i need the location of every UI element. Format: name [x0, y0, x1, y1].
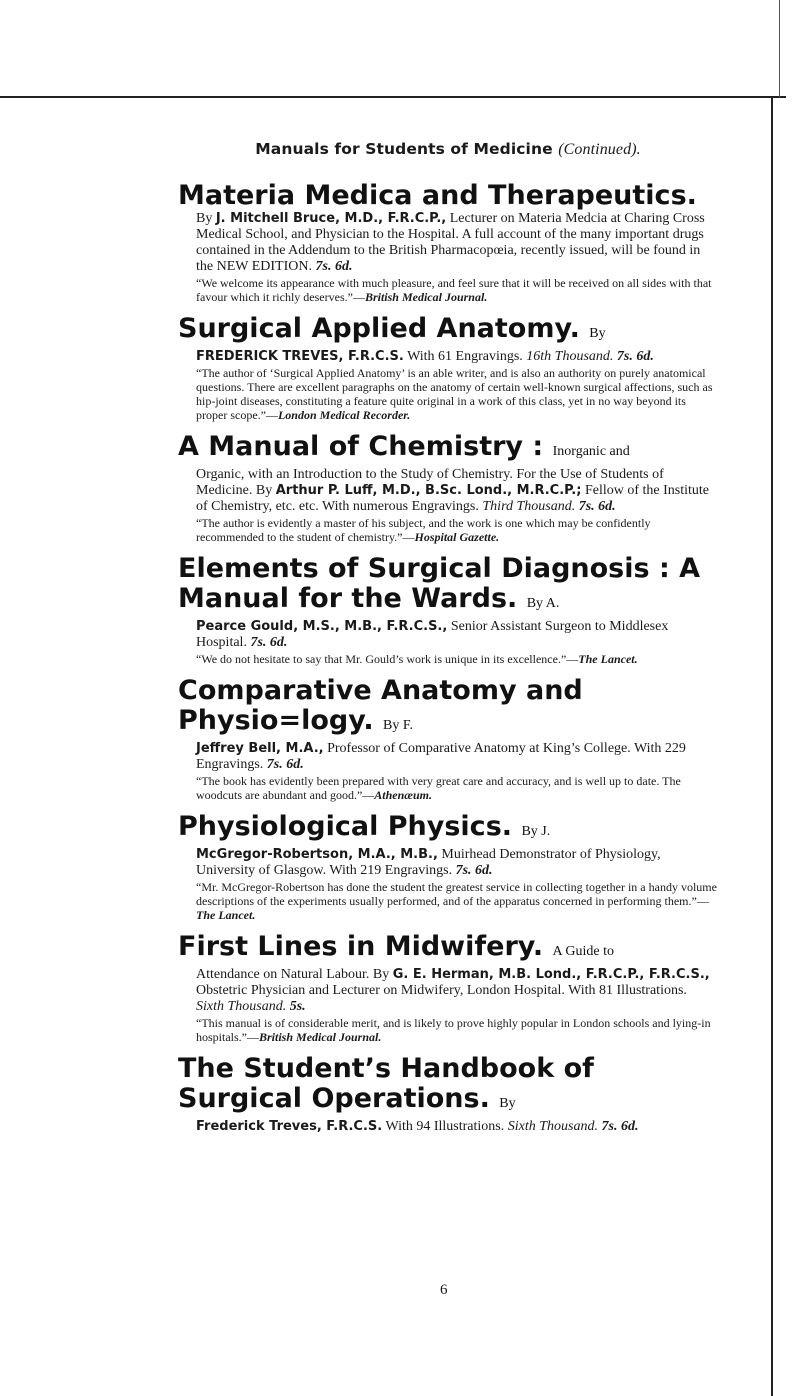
review-quote: “The book has evidently been prepared with very great care and accuracy, and is well up to date. The woodcuts are abundant and good.”—Athenæum. [196, 774, 681, 802]
book-author: Frederick Treves, F.R.C.S. [196, 1119, 383, 1134]
book-title: Physiological Physics. By J. [178, 811, 551, 842]
book-description: McGregor-Robertson, M.A., M.B., Muirhead Demonstrator of Physiology, University of Glasgow. With 219 Engravings. 7s. 6d. [196, 847, 661, 878]
book-edition: Third Thousand. [482, 499, 576, 514]
book-price: 7s. 6d. [601, 1119, 639, 1134]
review-source: British Medical Journal. [259, 1030, 382, 1044]
header-continued: (Continued). [558, 141, 641, 158]
book-entry [178, 812, 718, 922]
review-quote: “The author of ‘Surgical Applied Anatomy’ is an able writer, and is also an authority on purely anatomical questions. There are excellent paragraphs on the anatomy of certain well-known surgical affections, such as hip-joint diseases, constituting a feature quite original in a work of this class, yet in no way beyond its proper scope.”—London Medical Recorder. [196, 366, 713, 422]
review-source: London Medical Recorder. [277, 408, 411, 422]
review-source: British Medical Journal. [364, 290, 488, 304]
book-author: J. Mitchell Bruce, M.D., F.R.C.P., [215, 211, 447, 226]
review-source: The Lancet. [196, 908, 256, 922]
book-author: Jeffrey Bell, M.A., [196, 741, 324, 756]
book-title: Surgical Applied Anatomy. By [178, 313, 606, 344]
book-title: Comparative Anatomy and Physio=logy. By F. [178, 675, 583, 736]
book-author: Pearce Gould, M.S., M.B., F.R.C.S., [196, 619, 448, 634]
book-entry [178, 314, 718, 422]
review-quote: “We welcome its appearance with much pleasure, and feel sure that it will be received on all sides with that favour which it richly deserves.”—British Medical Journal. [196, 276, 712, 304]
book-price: 7s. 6d. [315, 259, 353, 274]
book-entry [178, 676, 718, 802]
book-edition: Sixth Thousand. [196, 999, 287, 1014]
book-description: FREDERICK TREVES, F.R.C.S. With 61 Engravings. 16th Thousand. 7s. 6d. [196, 349, 654, 364]
book-title: The Student’s Handbook of Surgical Operations. By [178, 1053, 594, 1114]
book-title: Elements of Surgical Diagnosis : A Manual for the Wards. By A. [178, 553, 701, 614]
book-price: 7s. 6d. [455, 863, 493, 878]
review-quote: “The author is evidently a master of his subject, and the work is one which may be confidently recommended to the student of chemistry.”—Hospital Gazette. [196, 516, 651, 544]
right-rule-upper [779, 0, 780, 97]
book-price: 7s. 6d. [266, 757, 304, 772]
book-title: Materia Medica and Therapeutics. [178, 180, 697, 211]
book-price: 7s. 6d. [250, 635, 288, 650]
review-source: The Lancet. [578, 652, 638, 666]
book-author: FREDERICK TREVES, F.R.C.S. [196, 349, 404, 364]
book-description: Frederick Treves, F.R.C.S. With 94 Illustrations. Sixth Thousand. 7s. 6d. [196, 1119, 639, 1134]
book-edition: Sixth Thousand. [507, 1119, 598, 1134]
book-entry [178, 1054, 718, 1135]
review-source: Athenæum. [374, 788, 432, 802]
book-description: By J. Mitchell Bruce, M.D., F.R.C.P., Lecturer on Materia Medcia at Charing Cross Medical School, and Physician to the Hospital. A full account of the many important drugs contained in the Addendum to the British Pharmacopœia, recently issued, will be found in the NEW EDITION. 7s. 6d. [196, 211, 705, 274]
review-quote: “We do not hesitate to say that Mr. Gould’s work is unique in its excellence.”—The Lancet. [196, 652, 638, 666]
book-price: 7s. 6d. [616, 349, 654, 364]
book-entry [178, 932, 718, 1044]
book-description: Pearce Gould, M.S., M.B., F.R.C.S., Senior Assistant Surgeon to Middlesex Hospital. 7s. 6d. [196, 619, 669, 650]
book-price: 7s. 6d. [578, 499, 616, 514]
review-quote: “This manual is of considerable merit, and is likely to prove highly popular in London schools and lying-in hospitals.”—British Medical Journal. [196, 1016, 711, 1044]
book-title: First Lines in Midwifery. A Guide to [178, 931, 614, 962]
book-price: 5s. [289, 999, 306, 1014]
book-entry [178, 432, 718, 544]
book-entry [178, 181, 718, 304]
book-edition: 16th Thousand. [526, 349, 614, 364]
page-header [178, 140, 718, 159]
page-content [178, 140, 718, 1145]
book-author: G. E. Herman, M.B. Lond., F.R.C.P., F.R.C.S., [392, 967, 710, 982]
book-title: A Manual of Chemistry : Inorganic and [178, 431, 630, 462]
book-author: McGregor-Robertson, M.A., M.B., [196, 847, 438, 862]
book-description: Jeffrey Bell, M.A., Professor of Comparative Anatomy at King’s College. With 229 Engravings. 7s. 6d. [196, 741, 686, 772]
book-description: Attendance on Natural Labour. By G. E. Herman, M.B. Lond., F.R.C.P., F.R.C.S., Obstetric Physician and Lecturer on Midwifery, London Hospital. With 81 Illustrations. Sixth Thousand. 5s. [196, 967, 710, 1014]
review-quote: “Mr. McGregor-Robertson has done the student the greatest service in collecting together in a handy volume descriptions of the experiments usually performed, and of the apparatus concerned in performing them.”—The Lancet. [196, 880, 717, 922]
top-rule [0, 96, 786, 98]
book-author: Arthur P. Luff, M.D., B.Sc. Lond., M.R.C.P.; [275, 483, 582, 498]
review-source: Hospital Gazette. [414, 530, 500, 544]
book-entry [178, 554, 718, 666]
header-title: Manuals for Students of Medicine [255, 140, 553, 158]
right-rule [771, 98, 773, 1396]
book-description: Organic, with an Introduction to the Study of Chemistry. For the Use of Students of Medicine. By Arthur P. Luff, M.D., B.Sc. Lond., M.R.C.P.; Fellow of the Institute of Chemistry, etc. etc. With numerous Engravings. Third Thousand. 7s. 6d. [196, 467, 709, 514]
page-number: 6 [440, 1282, 448, 1298]
